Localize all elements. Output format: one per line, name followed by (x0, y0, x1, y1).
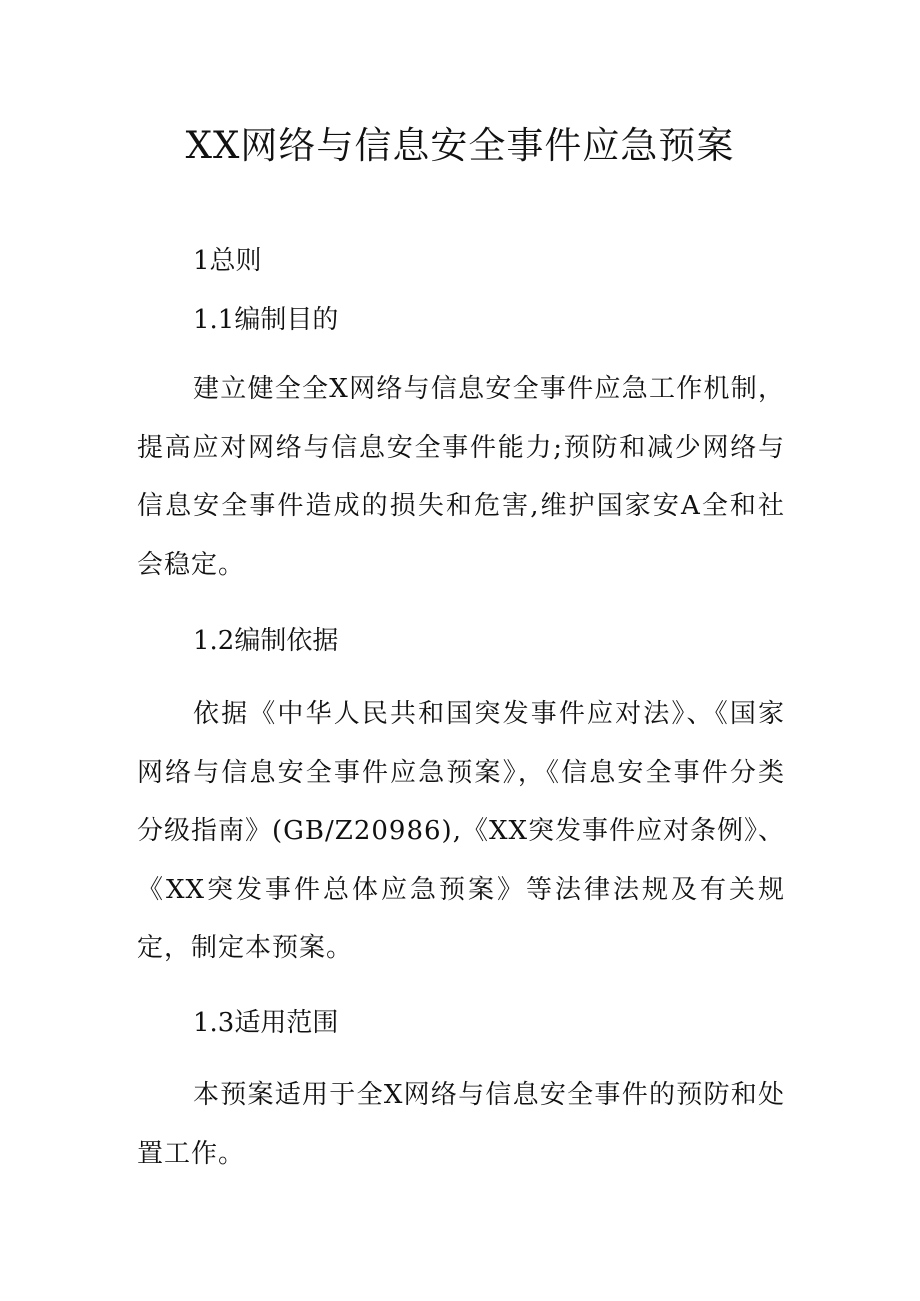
document-title: XX网络与信息安全事件应急预案 (185, 124, 735, 167)
paragraph-purpose: 建立健全全X网络与信息安全事件应急工作机制，提高应对网络与信息安全事件能力;预防和减少网络与信息安全事件造成的损失和危害,维护国家安A全和社会稳定。 (137, 374, 785, 580)
section-heading-basis: 1.2编制依据 (193, 626, 339, 656)
paragraph-scope: 本预案适用于全X网络与信息安全事件的预防和处置工作。 (137, 1080, 785, 1169)
paragraph-basis: 依据《中华人民共和国突发事件应对法》、《国家网络与信息安全事件应急预案》，《信息安全事件分类分级指南》(GB/Z20986),《XX突发事件应对条例》、《XX突发事件总体应急预案》等法律法规及有关规定，制定本预案。 (137, 699, 785, 963)
section-heading-general: 1总则 (193, 246, 262, 276)
section-heading-purpose: 1.1编制目的 (193, 305, 339, 335)
section-heading-scope: 1.3适用范围 (193, 1008, 339, 1038)
